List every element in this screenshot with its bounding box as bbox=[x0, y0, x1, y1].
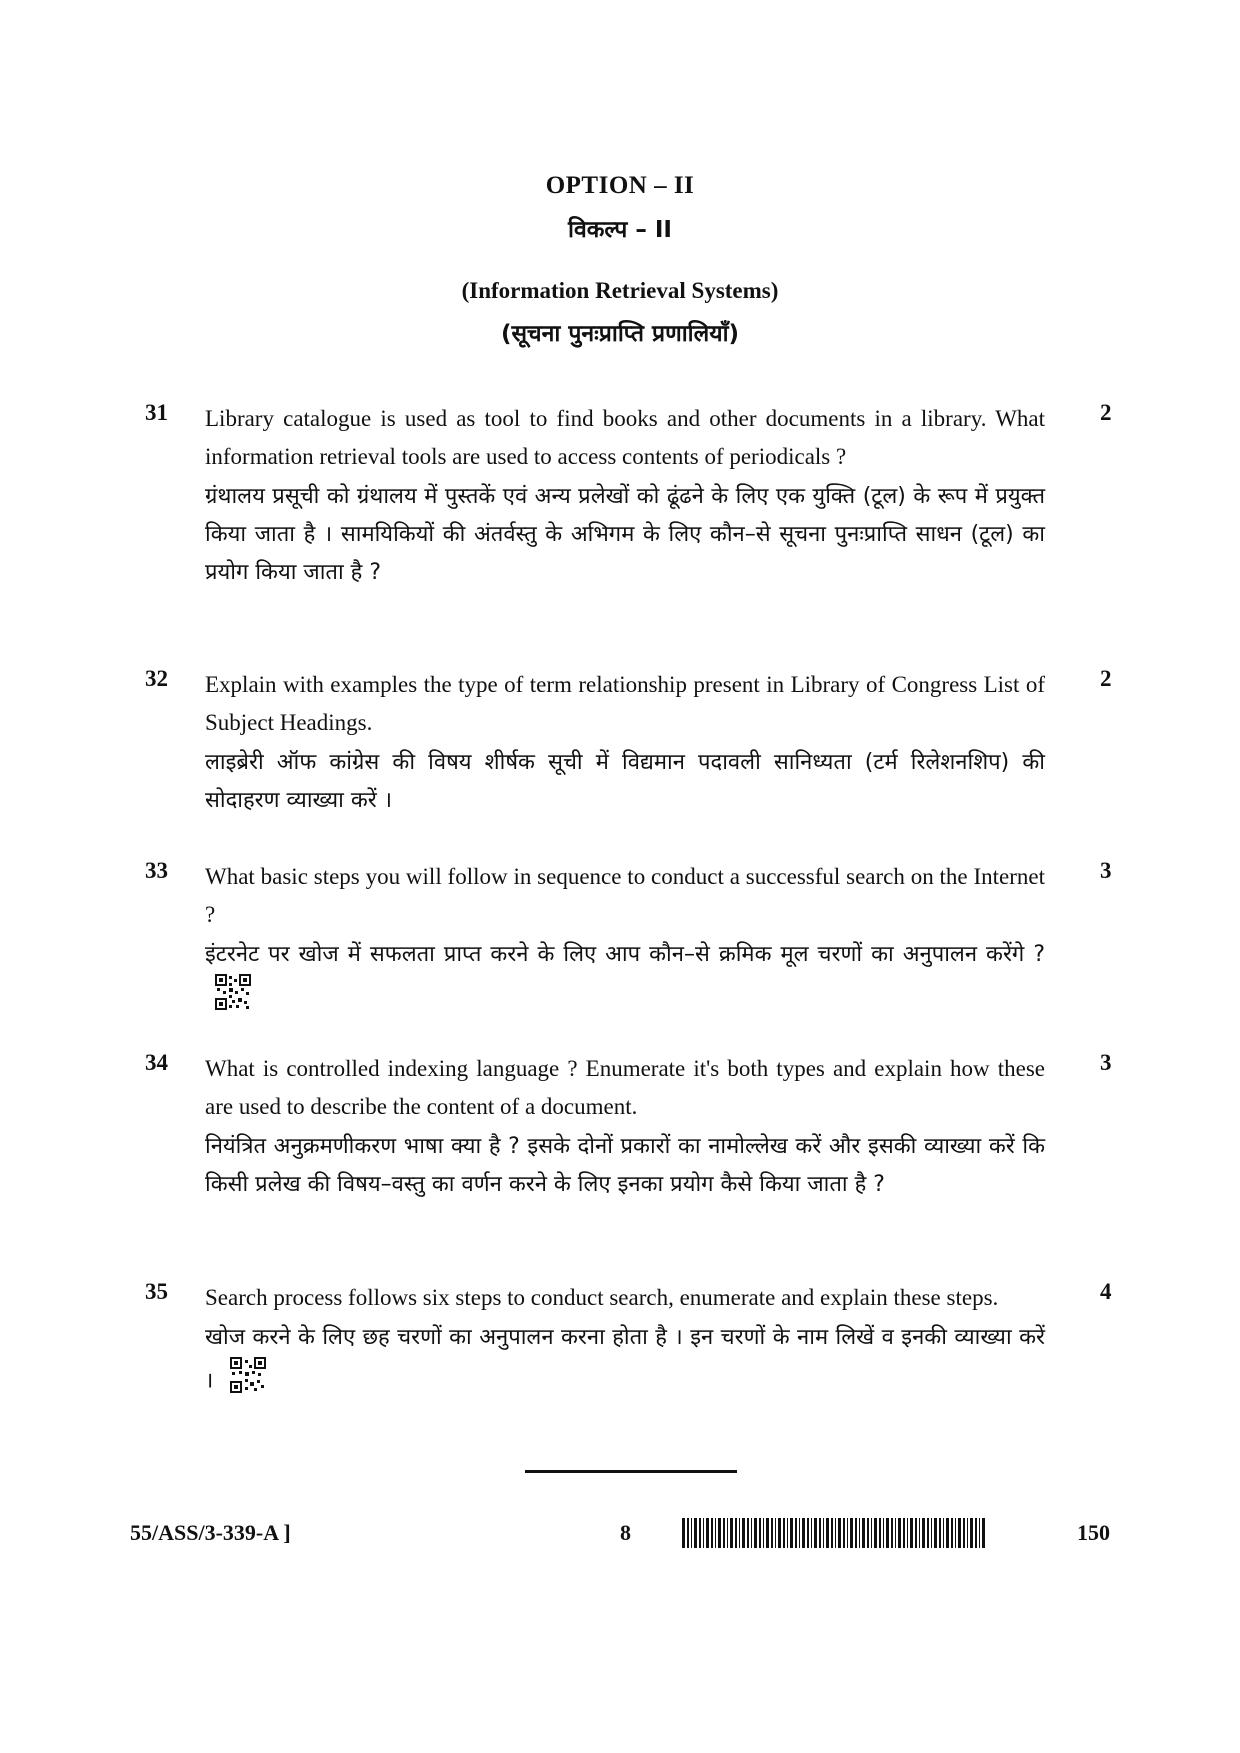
question-marks: 3 bbox=[1100, 858, 1112, 883]
option-heading: OPTION – II bbox=[545, 172, 695, 199]
section-title-hindi: (सूचना पुनःप्राप्ति प्रणालियाँ) bbox=[500, 321, 740, 347]
question-number: 35 bbox=[145, 1279, 168, 1304]
qr-code-icon bbox=[230, 1357, 266, 1406]
qr-code-icon bbox=[215, 974, 251, 1023]
question-text-english: Search process follows six steps to conduct search, enumerate and explain these steps. bbox=[205, 1285, 999, 1310]
question-text-english: Explain with examples the type of term relationship present in Library of Congress List of Subject Headings. bbox=[205, 672, 1045, 735]
question-marks: 4 bbox=[1100, 1279, 1112, 1304]
question-text-hindi: इंटरनेट पर खोज में सफलता प्राप्त करने के लिए आप कौन–से क्रमिक मूल चरणों का अनुपालन करेंगे ? bbox=[205, 942, 1045, 967]
question-text-hindi: नियंत्रित अनुक्रमणीकरण भाषा क्या है ? इसके दोनों प्रकारों का नामोल्लेख करें और इसकी व्याख्या करें कि किसी प्रलेख की विषय–वस्तु का वर्णन करने के लिए इनका प्रयोग कैसे किया जाता है ? bbox=[205, 1134, 1045, 1197]
question-text-hindi: खोज करने के लिए छह चरणों का अनुपालन करना होता है । इन चरणों के नाम लिखें व इनकी व्याख्या करें । bbox=[205, 1325, 1045, 1394]
barcode-icon bbox=[682, 1518, 988, 1553]
question-text-english: What basic steps you will follow in sequence to conduct a successful search on the Internet ? bbox=[205, 864, 1045, 927]
question-text-hindi: ग्रंथालय प्रसूची को ग्रंथालय में पुस्तकें एवं अन्य प्रलेखों को ढूंढने के लिए एक युक्ति (टूल) के रूप में प्रयुक्त किया जाता है । सामयिकियों की अंतर्वस्तु के अभिगम के लिए कौन–से सूचना पुनःप्राप्ति साधन (टूल) का प्रयोग किया जाता है ? bbox=[205, 484, 1045, 585]
question-marks: 2 bbox=[1100, 666, 1112, 691]
question-text-english: Library catalogue is used as tool to find books and other documents in a library. What information retrieval tools are used to access contents of periodicals ? bbox=[205, 406, 1045, 469]
question-text-hindi-wrap bbox=[205, 936, 1045, 1023]
paper-code: 55/ASS/3-339-A ] bbox=[130, 1520, 291, 1545]
sheet-number: 150 bbox=[1077, 1520, 1110, 1545]
question-number: 34 bbox=[145, 1050, 168, 1075]
question-text-hindi: लाइब्रेरी ऑफ कांग्रेस की विषय शीर्षक सूची में विद्यमान पदावली सानिध्यता (टर्म रिलेशनशिप) की सोदाहरण व्याख्या करें । bbox=[205, 750, 1045, 813]
section-title: (Information Retrieval Systems) bbox=[461, 278, 779, 303]
question-text-english: What is controlled indexing language ? Enumerate it's both types and explain how these are used to describe the content of a document. bbox=[205, 1056, 1045, 1119]
question-marks: 3 bbox=[1100, 1050, 1112, 1075]
question-number: 33 bbox=[145, 858, 168, 883]
page-number: 8 bbox=[620, 1520, 631, 1545]
question-text-hindi-wrap bbox=[205, 1319, 1045, 1406]
question-number: 32 bbox=[145, 666, 168, 691]
option-heading-hindi: विकल्प – II bbox=[568, 217, 672, 243]
question-number: 31 bbox=[145, 400, 168, 425]
end-rule-divider bbox=[525, 1470, 737, 1473]
question-marks: 2 bbox=[1100, 400, 1112, 425]
